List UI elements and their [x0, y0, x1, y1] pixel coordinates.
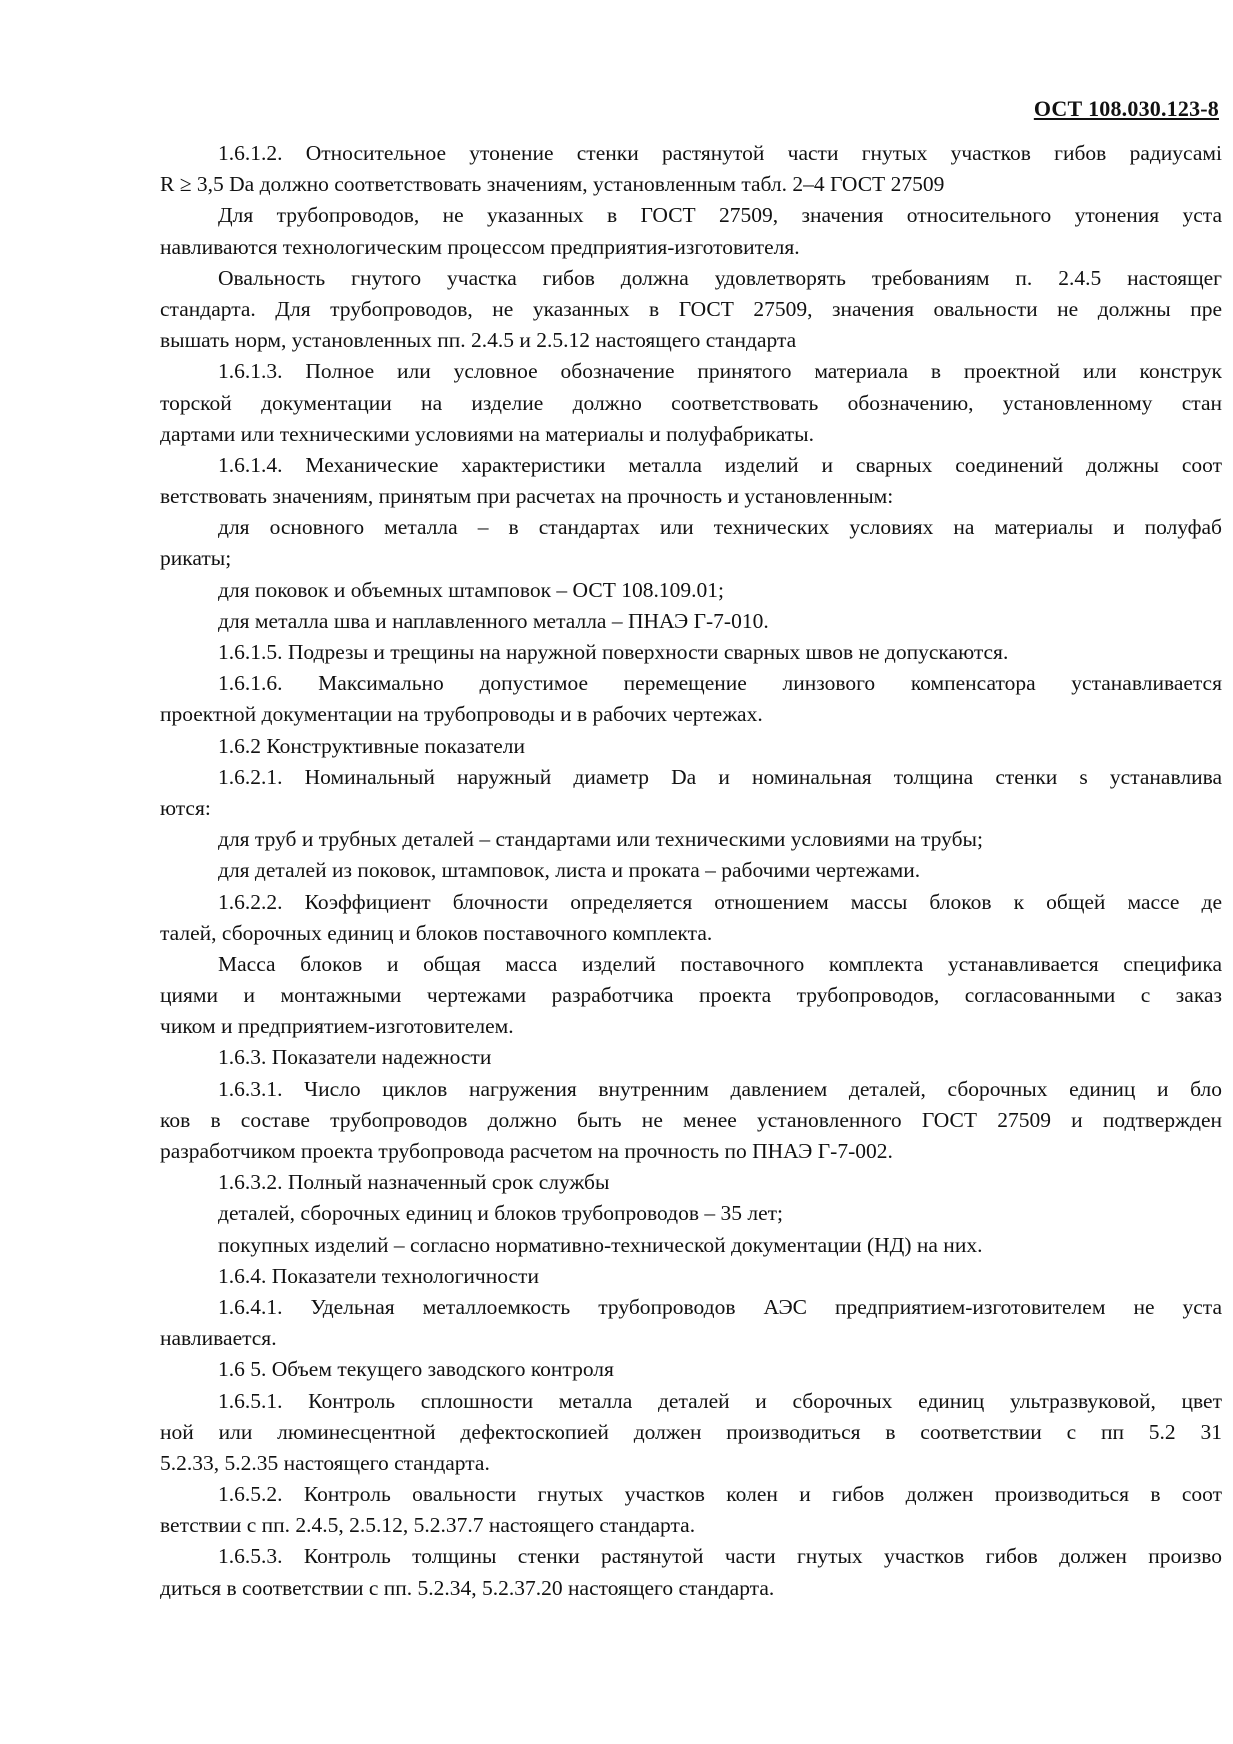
text-line: ветствовать значениям, принятым при расчетах на прочность и установленным: [160, 484, 894, 509]
text-line: деталей, сборочных единиц и блоков трубопроводов – 35 лет; [218, 1201, 783, 1226]
text-line: 1.6.3.2. Полный назначенный срок службы [218, 1170, 610, 1195]
text-line: ются: [160, 795, 211, 820]
text-line: дартами или техническими условиями на материалы и полуфабрикаты. [160, 421, 814, 446]
text-line: 1.6.5.3. Контроль толщины стенки растянутой части гнутых участков гибов должен произво [218, 1544, 1222, 1569]
text-line: Овальность гнутого участка гибов должна удовлетворять требованиям п. 2.4.5 настоящег [218, 265, 1222, 290]
document-body [160, 138, 1222, 1604]
text-line: для металла шва и наплавленного металла – ПНАЭ Г-7-010. [218, 608, 769, 633]
text-line: навливаются технологическим процессом предприятия-изготовителя. [160, 234, 800, 259]
text-line: ков в составе трубопроводов должно быть не менее установленного ГОСТ 27509 и подтвержден [160, 1107, 1222, 1132]
text-line: диться в соответствии с пп. 5.2.34, 5.2.37.20 настоящего стандарта. [160, 1575, 775, 1600]
text-line: 1.6.1.2. Относительное утонение стенки растянутой части гнутых участков гибов радиусамі [218, 141, 1222, 165]
text-line: 1.6.5.2. Контроль овальности гнутых участков колен и гибов должен производиться в соот [218, 1482, 1222, 1507]
text-line: чиком и предприятием-изготовителем. [160, 1014, 514, 1039]
document-number-header: ОСТ 108.030.123-8 [1033, 96, 1219, 121]
text-line: 1.6 5. Объем текущего заводского контроля [218, 1357, 614, 1382]
text-line: разработчиком проекта трубопровода расчетом на прочность по ПНАЭ Г-7-002. [160, 1139, 893, 1163]
text-line: проектной документации на трубопроводы и в рабочих чертежах. [160, 702, 763, 727]
text-line: покупных изделий – согласно нормативно-технической документации (НД) на них. [218, 1232, 983, 1257]
text-line: 1.6.1.5. Подрезы и трещины на наружной поверхности сварных швов не допускаются. [218, 640, 1009, 664]
text-line: торской документации на изделие должно соответствовать обозначению, установленному стан [160, 390, 1222, 415]
text-line: навливается. [160, 1326, 277, 1351]
text-line: 1.6.4. Показатели технологичности [218, 1263, 539, 1288]
text-line: ветствии с пп. 2.4.5, 2.5.12, 5.2.37.7 настоящего стандарта. [160, 1513, 696, 1538]
text-line: 1.6.5.1. Контроль сплошности металла деталей и сборочных единиц ультразвуковой, цвет [218, 1388, 1222, 1413]
text-line: 1.6.2 Конструктивные показатели [218, 733, 525, 758]
text-line: рикаты; [160, 546, 232, 571]
text-line: для поковок и объемных штамповок – ОСТ 108.109.01; [218, 577, 724, 602]
text-line: 1.6.1.4. Механические характеристики металла изделий и сварных соединений должны соот [218, 452, 1222, 477]
text-line: 1.6.1.3. Полное или условное обозначение принятого материала в проектной или конструк [218, 359, 1222, 384]
text-line: 1.6.2.1. Номинальный наружный диаметр Dа и номинальная толщина стенки s устанавлива [218, 764, 1222, 789]
text-line: ной или люминесцентной дефектоскопией должен производиться в соответствии с пп 5.2 31 [160, 1419, 1222, 1444]
text-line: Масса блоков и общая масса изделий поставочного комплекта устанавливается специфика [218, 951, 1222, 976]
text-line: для основного металла – в стандартах или технических условиях на материалы и полуфаб [218, 515, 1222, 540]
text-line: вышать норм, установленных пп. 2.4.5 и 2.5.12 настоящего стандарта [160, 328, 797, 353]
text-line: 1.6.1.6. Максимально допустимое перемещение линзового компенсатора устанавливается [218, 671, 1222, 696]
text-line: циями и монтажными чертежами разработчика проекта трубопроводов, согласованными с заказ [160, 983, 1222, 1008]
text-line: R ≥ 3,5 Dа должно соответствовать значениям, установленным табл. 2–4 ГОСТ 27509 [160, 172, 945, 197]
text-line: талей, сборочных единиц и блоков поставочного комплекта. [160, 920, 713, 945]
text-line: 1.6.3.1. Число циклов нагружения внутренним давлением деталей, сборочных единиц и бло [218, 1076, 1222, 1101]
text-line: 1.6.4.1. Удельная металлоемкость трубопроводов АЭС предприятием-изготовителем не уста [218, 1294, 1222, 1319]
text-line: 1.6.2.2. Коэффициент блочности определяется отношением массы блоков к общей массе де [218, 889, 1222, 914]
text-line: стандарта. Для трубопроводов, не указанных в ГОСТ 27509, значения овальности не должны пре [160, 296, 1222, 321]
text-line: 1.6.3. Показатели надежности [218, 1045, 492, 1070]
text-line: Для трубопроводов, не указанных в ГОСТ 27509, значения относительного утонения уста [218, 203, 1222, 228]
text-line: для деталей из поковок, штамповок, листа и проката – рабочими чертежами. [218, 858, 921, 883]
text-line: 5.2.33, 5.2.35 настоящего стандарта. [160, 1450, 490, 1475]
text-line: для труб и трубных деталей – стандартами или техническими условиями на трубы; [218, 827, 983, 852]
